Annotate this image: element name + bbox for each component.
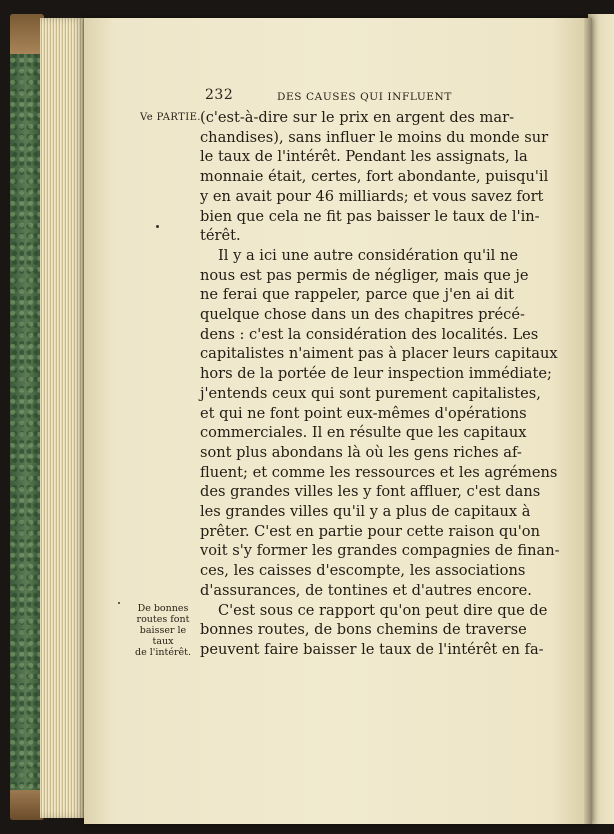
text-line: bien que cela ne fit pas baisser le taux de l'in- xyxy=(200,207,540,225)
text-line: hors de la portée de leur inspection immédiate; xyxy=(200,365,552,383)
page-number: 232 xyxy=(205,87,234,103)
cover-corner-bottom xyxy=(10,790,44,820)
text-line: y en avait pour 46 milliards; et vous savez fort xyxy=(200,187,544,205)
page-edges xyxy=(40,18,86,818)
paragraph-2 xyxy=(200,246,560,601)
text-line: bonnes routes, de bons chemins de traverse xyxy=(200,621,527,639)
text-line: les grandes villes qu'il y a plus de capitaux à xyxy=(200,503,531,521)
paragraph-3 xyxy=(200,601,548,660)
running-title: DES CAUSES QUI INFLUENT xyxy=(277,91,452,103)
text-line: j'entends ceux qui sont purement capitalistes, xyxy=(200,384,541,402)
margin-note-line: de l'intérêt. xyxy=(135,647,191,658)
text-line: peuvent faire baisser le taux de l'intérêt en fa- xyxy=(200,640,544,658)
text-line: (c'est-à-dire sur le prix en argent des mar- xyxy=(200,109,514,126)
text-line: commerciales. Il en résulte que les capitaux xyxy=(200,424,527,442)
text-line: C'est sous ce rapport qu'on peut dire que de xyxy=(218,601,548,619)
text-line: prêter. C'est en partie pour cette raison qu'on xyxy=(200,522,540,540)
text-line: chandises), sans influer le moins du monde sur xyxy=(200,128,549,146)
margin-note xyxy=(128,603,198,658)
running-head xyxy=(195,89,525,107)
margin-note-line: De bonnes xyxy=(137,603,189,614)
marbled-cover xyxy=(10,14,44,820)
text-line: des grandes villes les y font affluer, c'est dans xyxy=(200,483,541,501)
text-line: Il y a ici une autre considération qu'il ne xyxy=(218,246,519,264)
paragraph-1 xyxy=(200,108,549,246)
text-line: et qui ne font point eux-mêmes d'opérations xyxy=(200,404,527,422)
text-line: voit s'y former les grandes compagnies de finan- xyxy=(200,542,560,560)
cover-corner-top xyxy=(10,14,44,54)
text-line: sont plus abondans là où les gens riches af- xyxy=(200,443,522,461)
text-line: nous est pas permis de négliger, mais que je xyxy=(200,266,529,284)
text-line: capitalistes n'aiment pas à placer leurs capitaux xyxy=(200,345,558,363)
text-line: ces, les caisses d'escompte, les associations xyxy=(200,562,526,580)
part-label: Ve PARTIE. xyxy=(140,112,201,123)
ink-speck xyxy=(118,602,120,604)
text-line: quelque chose dans un des chapitres précé- xyxy=(200,306,525,324)
text-line: dens : c'est la considération des localités. Les xyxy=(200,325,539,343)
text-line: monnaie était, certes, fort abondante, puisqu'il xyxy=(200,168,549,186)
body-text xyxy=(200,108,560,660)
margin-note-line: baisser le taux xyxy=(139,625,187,647)
text-line: térêt. xyxy=(200,227,241,245)
text-line: ne ferai que rappeler, parce que j'en ai dit xyxy=(200,286,514,304)
text-line: d'assurances, de tontines et d'autres encore. xyxy=(200,581,532,599)
text-line: fluent; et comme les ressources et les agrémens xyxy=(200,463,558,481)
ink-speck xyxy=(156,225,159,228)
margin-note-line: routes font xyxy=(136,614,190,625)
page-gutter-shadow xyxy=(584,18,592,824)
text-line: le taux de l'intérêt. Pendant les assignats, la xyxy=(200,148,528,166)
